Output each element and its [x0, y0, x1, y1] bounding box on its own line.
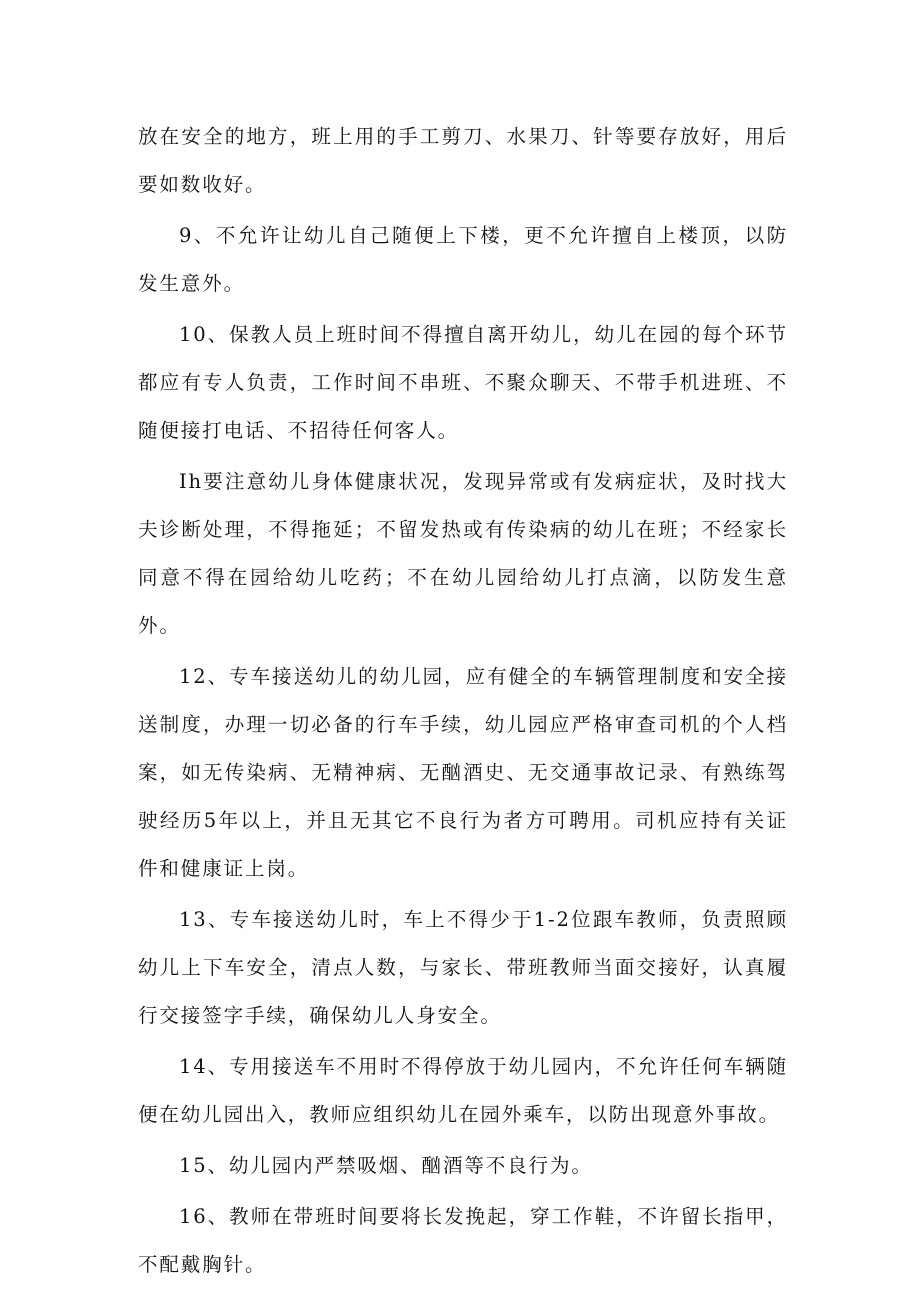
paragraph-10: 10、保教人员上班时间不得擅自离开幼儿，幼儿在园的每个环节都应有专人负责，工作时间不串班、不聚众聊天、不带手机进班、不随便接打电话、不招待任何客人。 [138, 323, 788, 442]
paragraph-14: 14、专用接送车不用时不得停放于幼儿园内，不允许任何车辆随便在幼儿园出入，教师应组织幼儿在园外乘车，以防出现意外事故。 [138, 1055, 788, 1126]
paragraph-16: 16、教师在带班时间要将长发挽起，穿工作鞋，不许留长指甲，不配戴胸针。 [138, 1205, 788, 1276]
paragraph-13: 13、专车接送幼儿时，车上不得少于1-2位跟车教师，负责照顾幼儿上下车安全，清点人数，与家长、带班教师当面交接好，认真履行交接签字手续，确保幼儿人身安全。 [138, 908, 788, 1027]
paragraph-15: 15、幼儿园内严禁吸烟、酗酒等不良行为。 [178, 1154, 593, 1177]
paragraph-12: 12、专车接送幼儿的幼儿园，应有健全的车辆管理制度和安全接送制度，办理一切必备的行车手续，幼儿园应严格审查司机的个人档案，如无传染病、无精神病、无酗酒史、无交通事故记录、有熟练驾驶经历5年以上，并且无其它不良行为者方可聘用。司机应持有关证件和健康证上岗。 [138, 665, 788, 880]
paragraph-8-continued: 放在安全的地方，班上用的手工剪刀、水果刀、针等要存放好，用后要如数收好。 [138, 125, 788, 196]
body-text [138, 113, 788, 1289]
paragraph-11: Ih要注意幼儿身体健康状况，发现异常或有发病症状，及时找大夫诊断处理，不得拖延；不留发热或有传染病的幼儿在班；不经家长同意不得在园给幼儿吃药；不在幼儿园给幼儿打点滴，以防发生意外。 [138, 470, 788, 637]
paragraph-9: 9、不允许让幼儿自己随便上下楼，更不允许擅自上楼顶，以防发生意外。 [138, 224, 788, 295]
